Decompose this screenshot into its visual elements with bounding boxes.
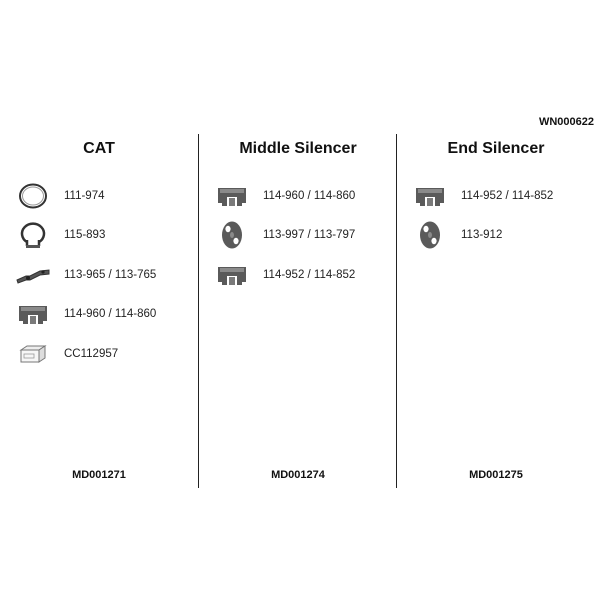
rubber-hanger-ring-icon [413, 220, 447, 250]
list-item [16, 334, 198, 374]
rubber-mount-icon [215, 260, 249, 290]
list-item [413, 176, 595, 216]
list-item [413, 216, 595, 256]
column-title: CAT [83, 140, 115, 157]
list-item [215, 216, 397, 256]
kit-box-icon [16, 339, 50, 369]
part-code: CC112957 [64, 347, 119, 360]
part-code: 114-952 / 114-852 [263, 268, 356, 281]
column-title: Middle Silencer [239, 140, 357, 157]
part-code: 113-965 / 113-765 [64, 268, 157, 281]
pipe-clamp-icon [16, 220, 50, 250]
list-item [16, 255, 198, 295]
list-item [16, 216, 198, 256]
part-code: 111-974 [64, 189, 105, 202]
rubber-mount-icon [413, 181, 447, 211]
part-code: 115-893 [64, 229, 106, 242]
parts-list [215, 176, 397, 295]
column-title: End Silencer [447, 140, 545, 157]
list-item [215, 176, 397, 216]
column-cat [0, 134, 198, 488]
column-middle-silencer [198, 134, 397, 488]
rubber-mount-icon [215, 181, 249, 211]
list-item [215, 255, 397, 295]
column-footer-code: MD001274 [271, 469, 325, 481]
part-code: 114-960 / 114-860 [263, 189, 356, 202]
column-end-silencer [396, 134, 595, 488]
part-code: 114-952 / 114-852 [461, 189, 554, 202]
part-code: 114-960 / 114-860 [64, 308, 157, 321]
part-code: 113-912 [461, 229, 503, 242]
parts-list [16, 176, 198, 374]
parts-list [413, 176, 595, 255]
column-footer-code: MD001271 [72, 469, 126, 481]
rubber-mount-icon [16, 299, 50, 329]
rubber-hanger-ring-icon [215, 220, 249, 250]
bracket-strip-icon [16, 260, 50, 290]
reference-code: WN000622 [538, 116, 594, 128]
list-item [16, 176, 198, 216]
column-footer-code: MD001275 [469, 469, 523, 481]
part-code: 113-997 / 113-797 [263, 229, 356, 242]
ring-gasket-icon [16, 181, 50, 211]
list-item [16, 295, 198, 335]
